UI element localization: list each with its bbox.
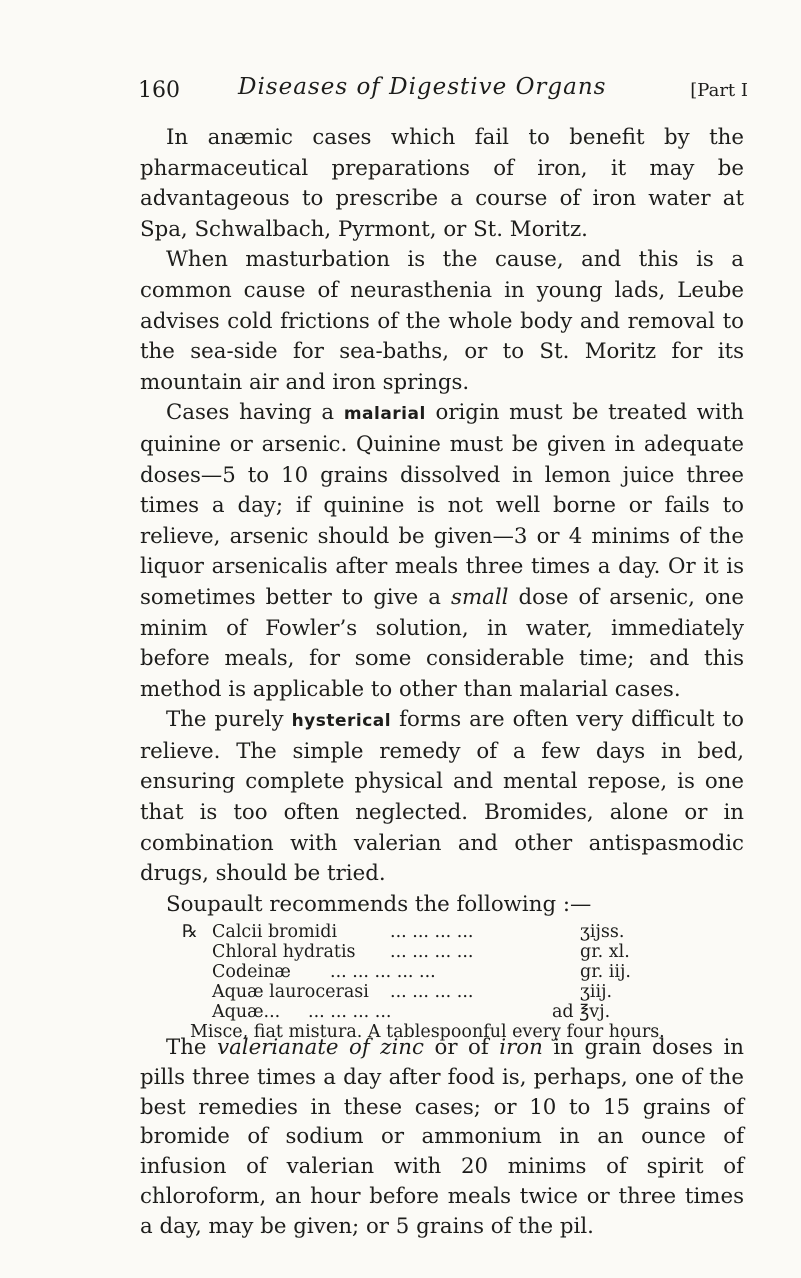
paragraph-soupault: Soupault recommends the following :— xyxy=(166,891,592,917)
ingredient-name: Aquæ... xyxy=(212,1002,281,1022)
recipe-row xyxy=(190,1002,750,1022)
text-span: dose of arsenic, one minim of Fowler’s solution, in water, immediately before meals, for some considerable time; and this method is applicable to other than malarial cases. xyxy=(140,584,744,702)
recipe-row xyxy=(190,942,750,962)
ingredient-name: Aquæ laurocerasi xyxy=(212,982,369,1002)
text-span: in grain doses in pills three times a day after food is, perhaps, one of the best remedies in these cases; or 10 to 15 grains of bromide of sodium or ammonium in an ounce of infusion of valerian with 20 minims of spirit of chloroform, an hour before meals twice or three times a day, may be given; or 5 grains of the pil. xyxy=(140,1035,745,1239)
recipe-row xyxy=(190,962,750,982)
ingredient-name: Codeinæ xyxy=(212,962,291,982)
text-span: Cases having a xyxy=(166,400,344,426)
paragraph-masturbation: When masturbation is the cause, and this is a common cause of neurasthenia in young lads, Leube advises cold frictions of the whole body and removal to the sea-side for sea-baths, or to St. Moritz for its mountain air and iron springs. xyxy=(140,247,744,395)
body-text xyxy=(140,123,744,920)
running-header xyxy=(138,74,748,110)
leader-dots: ... ... ... ... xyxy=(308,1002,392,1022)
emphasis-valerianate: valerianate of zinc xyxy=(217,1035,424,1060)
ingredient-name: Chloral hydratis xyxy=(212,942,356,962)
emphasis-small: small xyxy=(451,584,509,610)
leader-dots: ... ... ... ... xyxy=(390,922,474,942)
page-number: 160 xyxy=(138,78,180,103)
recipe-row xyxy=(190,982,750,1002)
paragraph-iron-water: In anæmic cases which fail to benefit by the pharmaceutical preparations of iron, it may be advantageous to prescribe a course of iron water at Spa, Schwalbach, Pyrmont, or St. Moritz. xyxy=(140,125,744,242)
text-span: The xyxy=(166,1035,218,1060)
rx-symbol: ℞ xyxy=(182,922,198,942)
emphasis-iron: iron xyxy=(499,1035,543,1060)
body-text-continued xyxy=(140,1033,744,1242)
paragraph-valerianate xyxy=(140,1033,744,1242)
leader-dots: ... ... ... ... xyxy=(390,942,474,962)
text-span: forms are often very difficult to relieve. The simple remedy of a few days in bed, ensuring complete physical and mental repose, is one that is too often neglected. Bromides, alone or in combination with valerian and other antispasmodic drugs, should be tried. xyxy=(140,707,744,887)
ingredient-quantity: ʒijss. xyxy=(580,922,625,942)
ingredient-name: Calcii bromidi xyxy=(212,922,338,942)
text-span: or of xyxy=(423,1035,500,1060)
term-hysterical: hysterical xyxy=(291,711,392,732)
running-title: Diseases of Digestive Organs xyxy=(238,74,607,100)
ingredient-quantity: ad ℥vj. xyxy=(552,1002,611,1022)
recipe-instructions: Misce, fiat mistura. A tablespoonful every four hours. xyxy=(190,1022,665,1042)
recipe-row xyxy=(182,922,750,942)
text-span: The purely xyxy=(166,707,292,733)
prescription xyxy=(182,922,750,1042)
ingredient-quantity: gr. xl. xyxy=(580,942,630,962)
part-label: [Part I xyxy=(690,80,748,101)
leader-dots: ... ... ... ... xyxy=(390,982,474,1002)
paragraph-malarial xyxy=(140,398,744,705)
ingredient-quantity: gr. iij. xyxy=(580,962,631,982)
leader-dots: ... ... ... ... ... xyxy=(330,962,436,982)
text-span: origin must be treated with quinine or arsenic. Quinine must be given in adequate doses—5 to 10 grains dissolved in lemon juice three times a day; if quinine is not well borne or fails to relieve, arsenic should be given—3 or 4 minims of the liquor arsenicalis after meals three times a day. Or it is sometimes better to give a xyxy=(140,400,744,610)
ingredient-quantity: ʒiij. xyxy=(580,982,613,1002)
paragraph-hysterical xyxy=(140,705,744,890)
term-malarial: malarial xyxy=(343,404,426,425)
